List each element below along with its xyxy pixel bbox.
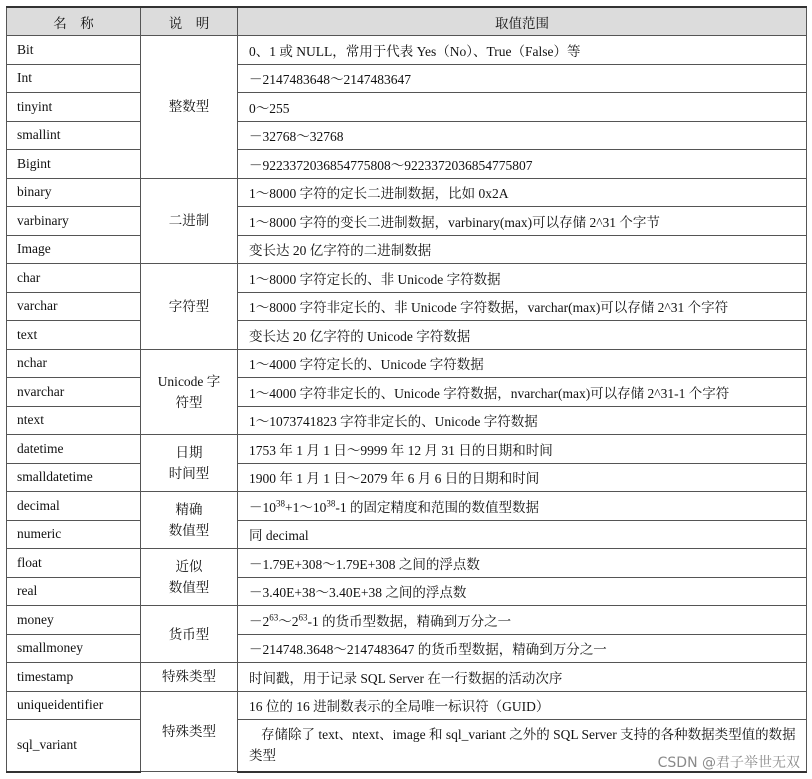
category-label-line: 货币型 [168, 626, 210, 642]
category-label-line: 数值型 [168, 580, 210, 595]
category-label-line: 数值型 [168, 523, 210, 538]
range-text: -1 的货币型数据，精确到万分之一 [307, 613, 512, 629]
type-name-cell: varchar [7, 292, 141, 321]
type-name-cell: char [7, 264, 141, 293]
table-row [7, 577, 807, 606]
type-name-cell: Bigint [7, 150, 141, 179]
range-cell: 变长达 20 亿字符的 Unicode 字符数据 [238, 321, 807, 350]
type-name-cell: Image [7, 235, 141, 264]
range-cell: 1～8000 字符的定长二进制数据，比如 0x2A [238, 178, 807, 207]
range-cell: 1753 年 1 月 1 日～9999 年 12 月 31 日的日期和时间 [238, 435, 807, 464]
table-row [7, 121, 807, 150]
table-row [7, 349, 807, 378]
table-row [7, 235, 807, 264]
category-label-line: 精确 [175, 502, 203, 517]
range-cell: －9223372036854775808～9223372036854775807 [238, 150, 807, 179]
exponent: 38 [276, 498, 285, 509]
category-cell [141, 606, 238, 663]
range-cell [238, 492, 807, 521]
type-name-cell: binary [7, 178, 141, 207]
range-cell: 变长达 20 亿字符的二进制数据 [238, 235, 807, 264]
table-row [7, 606, 807, 635]
table-row [7, 691, 807, 720]
header-desc: 说 明 [141, 7, 238, 36]
range-cell: －1.79E+308～1.79E+308 之间的浮点数 [238, 549, 807, 578]
type-name-cell: datetime [7, 435, 141, 464]
type-name-cell: float [7, 549, 141, 578]
table-header [7, 7, 807, 36]
table-row [7, 93, 807, 122]
type-name-cell: tinyint [7, 93, 141, 122]
type-name-cell: text [7, 321, 141, 350]
category-cell [141, 663, 238, 692]
table-row [7, 634, 807, 663]
category-cell [141, 36, 238, 179]
range-cell: 同 decimal [238, 520, 807, 549]
category-label-line: 近似 [175, 559, 203, 574]
table-row [7, 36, 807, 65]
type-name-cell: varbinary [7, 207, 141, 236]
category-label-line: 符型 [175, 394, 203, 410]
table-row [7, 520, 807, 549]
category-cell [141, 264, 238, 350]
category-cell [141, 549, 238, 606]
table-row [7, 663, 807, 692]
range-cell: 时间戳，用于记录 SQL Server 在一行数据的活动次序 [238, 663, 807, 692]
range-cell: 16 位的 16 进制数表示的全局唯一标识符（GUID） [238, 691, 807, 720]
data-types-table-container [6, 6, 806, 773]
range-text: -1 的固定精度和范围的数值型数据 [335, 499, 539, 515]
type-name-cell: numeric [7, 520, 141, 549]
range-text: +1～10 [285, 499, 327, 515]
watermark: CSDN @君子举世无双 [657, 755, 800, 771]
category-label-line: 特殊类型 [162, 669, 216, 685]
category-label-line: 特殊类型 [162, 723, 216, 739]
range-cell: －214748.3648～2147483647 的货币型数据，精确到万分之一 [238, 634, 807, 663]
type-name-cell: Bit [7, 36, 141, 65]
range-cell: 存储除了 text、ntext、image 和 sql_variant 之外的 SQL Server 支持的各种数据类型值的数据类型 [238, 720, 807, 772]
type-name-cell: nchar [7, 349, 141, 378]
table-row [7, 150, 807, 179]
category-cell [141, 691, 238, 772]
table-row [7, 178, 807, 207]
table-row [7, 292, 807, 321]
range-cell: 1～8000 字符非定长的、非 Unicode 字符数据，varchar(max)可以存储 2^31 个字符 [238, 292, 807, 321]
range-cell: 1～8000 字符的变长二进制数据，varbinary(max)可以存储 2^31 个字节 [238, 207, 807, 236]
range-cell: 1～4000 字符非定长的、Unicode 字符数据，nvarchar(max)可以存储 2^31-1 个字符 [238, 378, 807, 407]
range-cell: 0～255 [238, 93, 807, 122]
range-cell: 1～1073741823 字符非定长的、Unicode 字符数据 [238, 406, 807, 435]
table-row [7, 435, 807, 464]
exponent: 38 [326, 498, 336, 509]
type-name-cell: money [7, 606, 141, 635]
type-name-cell: sql_variant [7, 720, 141, 772]
range-cell [238, 606, 807, 635]
type-name-cell: Int [7, 64, 141, 93]
range-text: ～2 [278, 613, 299, 629]
table-row [7, 406, 807, 435]
category-cell [141, 178, 238, 264]
category-label-line: 时间型 [168, 466, 210, 481]
category-label-line: 字符型 [168, 298, 210, 314]
category-label-line: 整数型 [168, 99, 210, 115]
header-row [7, 7, 807, 36]
range-cell: 1～8000 字符定长的、非 Unicode 字符数据 [238, 264, 807, 293]
table-row [7, 207, 807, 236]
table-row [7, 492, 807, 521]
table-row [7, 463, 807, 492]
header-name: 名 称 [7, 7, 141, 36]
range-cell: 1900 年 1 月 1 日～2079 年 6 月 6 日的日期和时间 [238, 463, 807, 492]
range-text: －2 [249, 613, 270, 629]
type-name-cell: smalldatetime [7, 463, 141, 492]
type-name-cell: smallmoney [7, 634, 141, 663]
type-name-cell: nvarchar [7, 378, 141, 407]
type-name-cell: real [7, 577, 141, 606]
type-name-cell: smallint [7, 121, 141, 150]
range-cell: －32768～32768 [238, 121, 807, 150]
data-types-table [6, 6, 807, 773]
header-range: 取值范围 [238, 7, 807, 36]
type-name-cell: timestamp [7, 663, 141, 692]
table-row [7, 64, 807, 93]
category-label-line: 二进制 [168, 213, 210, 229]
category-cell [141, 492, 238, 549]
type-name-cell: decimal [7, 492, 141, 521]
table-row [7, 549, 807, 578]
type-name-cell: uniqueidentifier [7, 691, 141, 720]
category-label-line: 日期 [175, 445, 203, 460]
range-cell: 1～4000 字符定长的、Unicode 字符数据 [238, 349, 807, 378]
category-cell [141, 349, 238, 435]
range-cell: －3.40E+38～3.40E+38 之间的浮点数 [238, 577, 807, 606]
exponent: 63 [269, 612, 279, 623]
range-cell: －2147483648～2147483647 [238, 64, 807, 93]
exponent: 63 [298, 612, 308, 623]
table-body [7, 36, 807, 772]
range-cell: 0、1 或 NULL，常用于代表 Yes（No）、True（False）等 [238, 36, 807, 65]
table-row [7, 264, 807, 293]
table-row [7, 321, 807, 350]
category-cell [141, 435, 238, 492]
category-label-line: Unicode 字 [157, 373, 221, 389]
table-row [7, 378, 807, 407]
range-text: －10 [249, 499, 276, 515]
type-name-cell: ntext [7, 406, 141, 435]
